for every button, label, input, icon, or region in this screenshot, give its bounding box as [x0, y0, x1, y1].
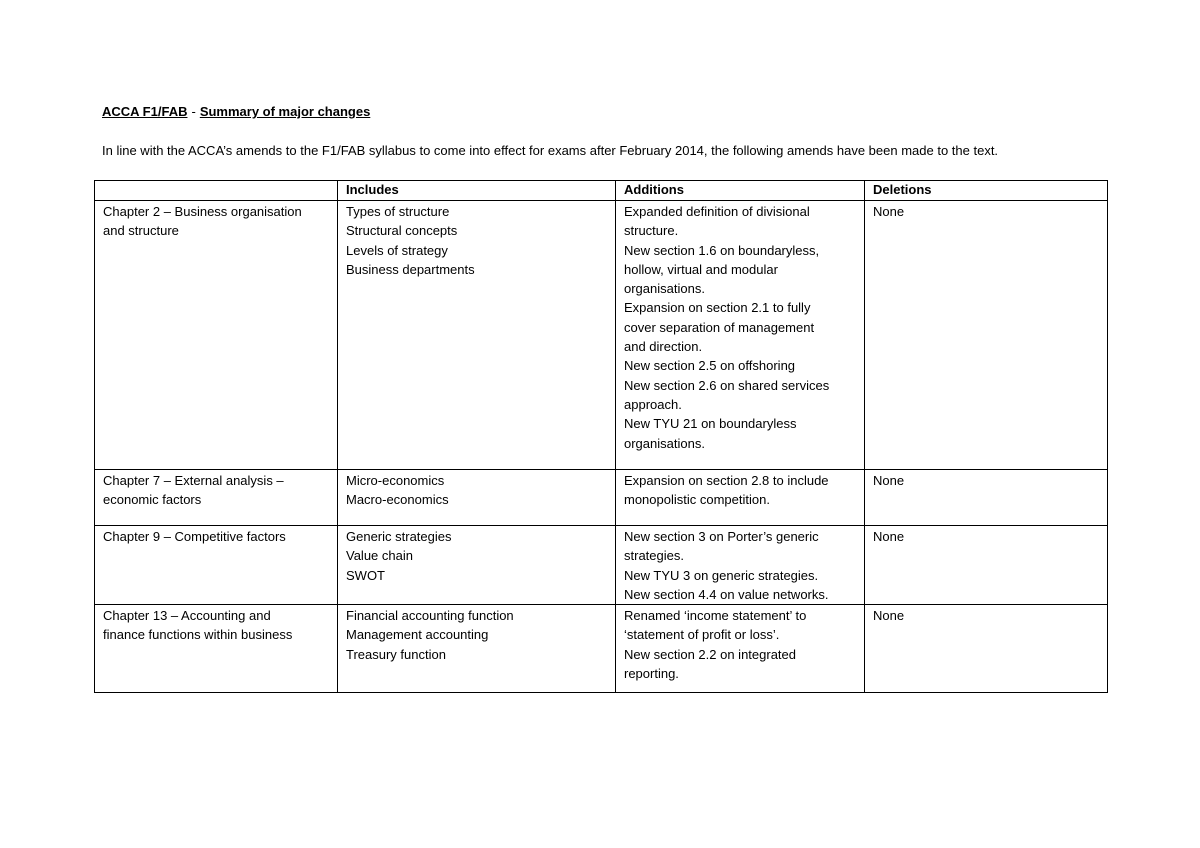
cell-line: structure.	[624, 223, 679, 239]
cell-line: Chapter 13 – Accounting and	[103, 608, 271, 624]
header-deletions: Deletions	[865, 181, 1108, 201]
cell-line: Types of structure	[346, 204, 450, 219]
cell-line: economic factors	[103, 492, 202, 508]
cell-line: None	[873, 608, 905, 624]
cell-includes	[338, 470, 616, 526]
cell-chapter	[95, 470, 338, 526]
cell-line: Generic strategies	[346, 529, 452, 544]
cell-line: Chapter 7 – External analysis –	[103, 473, 284, 488]
cell-line: Chapter 2 – Business organisation	[103, 204, 302, 219]
table-header-row	[95, 181, 1108, 201]
cell-line: SWOT	[346, 567, 385, 583]
cell-line: None	[873, 529, 905, 544]
cell-line: Expansion on section 2.1 to fully	[624, 300, 811, 316]
heading-subtitle: Summary of major changes	[199, 104, 371, 119]
cell-line: New section 2.2 on integrated	[624, 646, 796, 662]
cell-line: Management accounting	[346, 627, 489, 643]
cell-line: approach.	[624, 396, 682, 412]
cell-line: Value chain	[346, 548, 413, 564]
heading-course-code: ACCA F1/FAB	[102, 104, 188, 119]
cell-additions	[616, 470, 865, 526]
cell-line: New TYU 3 on generic strategies.	[624, 567, 819, 583]
cell-line: organisations.	[624, 435, 705, 451]
table-row	[95, 605, 1108, 693]
cell-line: Expanded definition of divisional	[624, 204, 810, 219]
cell-deletions	[865, 526, 1108, 605]
cell-line: New TYU 21 on boundaryless	[624, 416, 797, 432]
cell-line: Renamed ‘income statement’ to	[624, 608, 807, 624]
cell-line: New section 2.6 on shared services	[624, 377, 830, 393]
cell-line: monopolistic competition.	[624, 492, 770, 508]
cell-line: Expansion on section 2.8 to include	[624, 473, 829, 488]
cell-line: None	[873, 204, 905, 219]
cell-line: Treasury function	[346, 646, 446, 662]
cell-chapter	[95, 526, 338, 605]
cell-line: Chapter 9 – Competitive factors	[103, 529, 286, 544]
cell-includes	[338, 605, 616, 693]
cell-chapter	[95, 605, 338, 693]
cell-deletions	[865, 201, 1108, 470]
cell-additions	[616, 201, 865, 470]
header-additions: Additions	[616, 181, 865, 201]
cell-line: New section 1.6 on boundaryless,	[624, 242, 820, 258]
table-row	[95, 201, 1108, 470]
cell-line: Financial accounting function	[346, 608, 514, 624]
cell-additions	[616, 605, 865, 693]
cell-line: Structural concepts	[346, 223, 458, 239]
cell-line: ‘statement of profit or loss’.	[624, 627, 780, 643]
cell-chapter	[95, 201, 338, 470]
cell-line: Business departments	[346, 261, 475, 277]
heading-separator: -	[191, 104, 196, 119]
header-chapter	[95, 181, 338, 201]
cell-additions	[616, 526, 865, 605]
cell-line: New section 2.5 on offshoring	[624, 358, 796, 374]
cell-line: None	[873, 473, 905, 488]
header-includes: Includes	[338, 181, 616, 201]
cell-line: and structure	[103, 223, 179, 239]
cell-line: cover separation of management	[624, 319, 815, 335]
cell-line: and direction.	[624, 339, 703, 355]
cell-line: New section 4.4 on value networks.	[624, 586, 829, 602]
cell-line: organisations.	[624, 281, 705, 297]
intro-paragraph: In line with the ACCA’s amends to the F1/FAB syllabus to come into effect for exams after February 2014, the following amends have been made to the text.	[102, 143, 999, 158]
document-heading	[102, 104, 370, 119]
cell-includes	[338, 201, 616, 470]
cell-includes	[338, 526, 616, 605]
cell-line: strategies.	[624, 548, 684, 564]
cell-line: Macro-economics	[346, 492, 449, 508]
cell-line: Micro-economics	[346, 473, 445, 488]
changes-table	[94, 180, 1108, 693]
cell-line: hollow, virtual and modular	[624, 261, 778, 277]
table-row	[95, 470, 1108, 526]
cell-line: Levels of strategy	[346, 242, 448, 258]
cell-line: New section 3 on Porter’s generic	[624, 529, 819, 544]
cell-deletions	[865, 470, 1108, 526]
cell-line: reporting.	[624, 666, 679, 682]
cell-line: finance functions within business	[103, 627, 293, 643]
table-row	[95, 526, 1108, 605]
cell-deletions	[865, 605, 1108, 693]
